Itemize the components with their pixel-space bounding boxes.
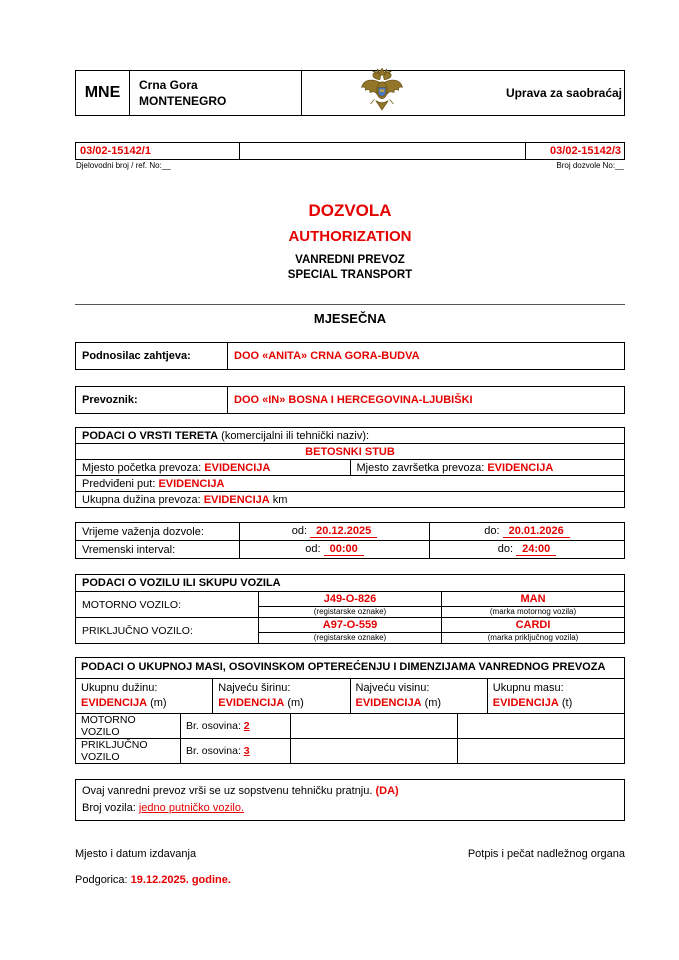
total-length-cell <box>76 678 213 714</box>
escort-line-1 <box>82 783 618 800</box>
trailer-brand-caption: (marka priključnog vozila) <box>442 633 625 644</box>
montenegro-double-headed-eagle-icon <box>359 63 405 113</box>
validity-time-to: 24:00 <box>516 543 556 556</box>
ref-caption-right: Broj dozvole No:__ <box>556 161 624 170</box>
title-dozvola: DOZVOLA <box>308 201 392 220</box>
escort-vehicles-value: jedno putničko vozilo. <box>138 802 245 815</box>
cargo-end-label: Mjesto završetka prevoza: <box>356 461 485 474</box>
applicant-cell <box>228 343 625 370</box>
cargo-name-cell <box>76 444 625 460</box>
table-row <box>76 428 625 444</box>
reference-captions <box>75 161 625 170</box>
trailer-axles-row-label: PRIKLJUČNO VOZILO <box>76 739 181 764</box>
cargo-end-cell <box>350 460 625 476</box>
vehicles-table <box>75 574 625 644</box>
country-name <box>130 71 302 115</box>
validity-time-to-cell <box>430 541 625 559</box>
cargo-route-value: EVIDENCIJA <box>158 477 225 490</box>
total-length-value: EVIDENCIJA <box>81 696 148 709</box>
table-row <box>76 460 625 476</box>
document-title-block <box>75 201 625 281</box>
axles-table <box>75 713 625 764</box>
country-code: MNE <box>76 71 130 115</box>
trailer-vehicle-plate: A97-O-559 <box>259 618 442 633</box>
escort-line-2 <box>82 800 618 817</box>
footer-labels <box>75 848 625 860</box>
validity-date-to-cell <box>430 523 625 541</box>
cargo-distance-label: Ukupna dužina prevoza: <box>82 493 201 506</box>
cargo-route-label: Predviđeni put: <box>82 477 156 490</box>
escort-note-box <box>75 779 625 821</box>
table-row <box>76 658 625 678</box>
cargo-name: BETOSNKI STUB <box>305 445 395 458</box>
issue-city: Podgorica: <box>75 874 128 887</box>
trailer-plate-caption: (registarske oznake) <box>259 633 442 644</box>
ref-number-right: 03/02-15142/3 <box>550 145 621 157</box>
subtitle-special-transport: SPECIAL TRANSPORT <box>287 269 413 281</box>
validity-time-from: 00:00 <box>324 543 364 556</box>
ref-number-left: 03/02-15142/1 <box>76 143 240 159</box>
cargo-start-value: EVIDENCIJA <box>204 461 271 474</box>
table-row <box>76 575 625 592</box>
to-label: do: <box>484 525 500 537</box>
motor-axles-value: 2 <box>243 720 250 733</box>
table-row <box>76 541 625 559</box>
dimensions-table <box>75 657 625 714</box>
trailer-axles-cell <box>181 739 291 764</box>
table-row <box>76 476 625 492</box>
total-mass-cell <box>487 678 624 714</box>
document-header <box>75 70 625 116</box>
max-height-value: EVIDENCIJA <box>355 696 422 709</box>
cargo-end-value: EVIDENCIJA <box>487 461 554 474</box>
issue-line <box>75 874 625 886</box>
validity-date-to: 20.01.2026 <box>503 525 570 538</box>
table-row <box>76 343 625 370</box>
issuing-office: Uprava za saobraćaj <box>505 86 622 100</box>
total-mass-unit: (t) <box>561 696 573 709</box>
dimensions-heading: PODACI O UKUPNOJ MASI, OSOVINSKOM OPTEREĆENJU I DIMENZIJAMA VANREDNOG PREVOZA <box>76 658 625 678</box>
motor-vehicle-label: MOTORNO VOZILO: <box>76 592 259 618</box>
table-row <box>76 523 625 541</box>
trailer-vehicle-brand: CARDI <box>442 618 625 633</box>
issue-place-label: Mjesto i datum izdavanja <box>75 848 197 861</box>
carrier-value: DOO «IN» BOSNA I HERCEGOVINA-LJUBIŠKI <box>234 394 473 406</box>
cargo-heading-cell <box>76 428 625 444</box>
trailer-axles-value: 3 <box>243 745 250 758</box>
table-row <box>76 592 625 607</box>
max-width-cell <box>213 678 350 714</box>
cargo-distance-unit: km <box>272 493 288 506</box>
max-width-unit: (m) <box>287 696 304 709</box>
motor-axles-cell <box>181 714 291 739</box>
separator-line <box>75 304 625 305</box>
country-name-en: MONTENEGRO <box>139 94 227 108</box>
title-authorization: AUTHORIZATION <box>288 228 412 245</box>
total-mass-value: EVIDENCIJA <box>492 696 559 709</box>
escort-vehicles-label: Broj vozila: <box>82 802 136 815</box>
reference-number-row <box>75 142 625 160</box>
applicant-table <box>75 342 625 370</box>
escort-text: Ovaj vanredni prevoz vrši se uz sopstvenu tehničku pratnju. <box>82 785 373 798</box>
empty-cell <box>458 714 625 739</box>
table-row <box>76 739 625 764</box>
validity-table <box>75 522 625 559</box>
to-label: do: <box>497 543 514 556</box>
carrier-cell <box>228 387 625 414</box>
table-row <box>76 444 625 460</box>
empty-cell <box>291 714 458 739</box>
total-length-unit: (m) <box>150 696 167 709</box>
motor-vehicle-plate: J49-O-826 <box>259 592 442 607</box>
cargo-distance-cell <box>76 492 625 508</box>
trailer-axles-label: Br. osovina: <box>186 745 241 758</box>
validity-period-label: Vrijeme važenja dozvole: <box>76 523 240 541</box>
cargo-start-label: Mjesto početka prevoza: <box>82 461 202 474</box>
trailer-vehicle-label: PRIKLJUČNO VOZILO: <box>76 618 259 644</box>
max-height-cell <box>350 678 487 714</box>
subtitle-vanredni-prevoz: VANREDNI PREVOZ <box>295 254 405 266</box>
max-width-value: EVIDENCIJA <box>218 696 285 709</box>
cargo-route-cell <box>76 476 625 492</box>
empty-cell <box>291 739 458 764</box>
table-row <box>76 618 625 633</box>
carrier-label: Prevoznik: <box>76 387 228 414</box>
ref-number-middle-cell <box>240 143 526 159</box>
country-name-local: Crna Gora <box>139 77 198 92</box>
applicant-label: Podnosilac zahtjeva: <box>76 343 228 370</box>
validity-date-from-cell <box>240 523 430 541</box>
ref-caption-left: Djelovodni broj / ref. No:__ <box>76 161 171 170</box>
motor-vehicle-brand: MAN <box>442 592 625 607</box>
validity-time-from-cell <box>240 541 430 559</box>
permit-period: MJESEČNA <box>313 311 387 326</box>
validity-interval-label: Vremenski interval: <box>76 541 240 559</box>
table-row <box>76 714 625 739</box>
max-height-unit: (m) <box>424 696 442 709</box>
issue-date: 19.12.2025. godine. <box>130 874 231 887</box>
max-height-label: Najveću visinu: <box>355 681 430 694</box>
cargo-heading: PODACI O VRSTI TERETA <box>82 429 219 442</box>
cargo-distance-value: EVIDENCIJA <box>203 493 270 506</box>
from-label: od: <box>291 525 308 537</box>
cargo-heading-note: (komercijalni ili tehnički naziv): <box>221 429 370 442</box>
total-mass-label: Ukupnu masu: <box>492 681 564 694</box>
empty-cell <box>458 739 625 764</box>
cargo-start-cell <box>76 460 351 476</box>
max-width-label: Najveću širinu: <box>218 681 291 694</box>
total-length-label: Ukupnu dužinu: <box>81 681 158 694</box>
escort-answer: (DA) <box>375 785 399 798</box>
motor-axles-label: Br. osovina: <box>186 720 241 733</box>
table-row <box>76 387 625 414</box>
validity-date-from: 20.12.2025 <box>310 525 377 538</box>
coat-of-arms <box>302 71 462 115</box>
table-row <box>76 678 625 714</box>
vehicles-heading: PODACI O VOZILU ILI SKUPU VOZILA <box>76 575 625 592</box>
motor-plate-caption: (registarske oznake) <box>259 607 442 618</box>
carrier-table <box>75 386 625 414</box>
from-label: od: <box>305 543 321 556</box>
applicant-value: DOO «ANITA» CRNA GORA-BUDVA <box>234 350 420 362</box>
cargo-table <box>75 427 625 508</box>
table-row <box>76 492 625 508</box>
motor-brand-caption: (marka motornog vozila) <box>442 607 625 618</box>
signature-label: Potpis i pečat nadležnog organa <box>467 848 625 861</box>
motor-axles-row-label: MOTORNO VOZILO <box>76 714 181 739</box>
